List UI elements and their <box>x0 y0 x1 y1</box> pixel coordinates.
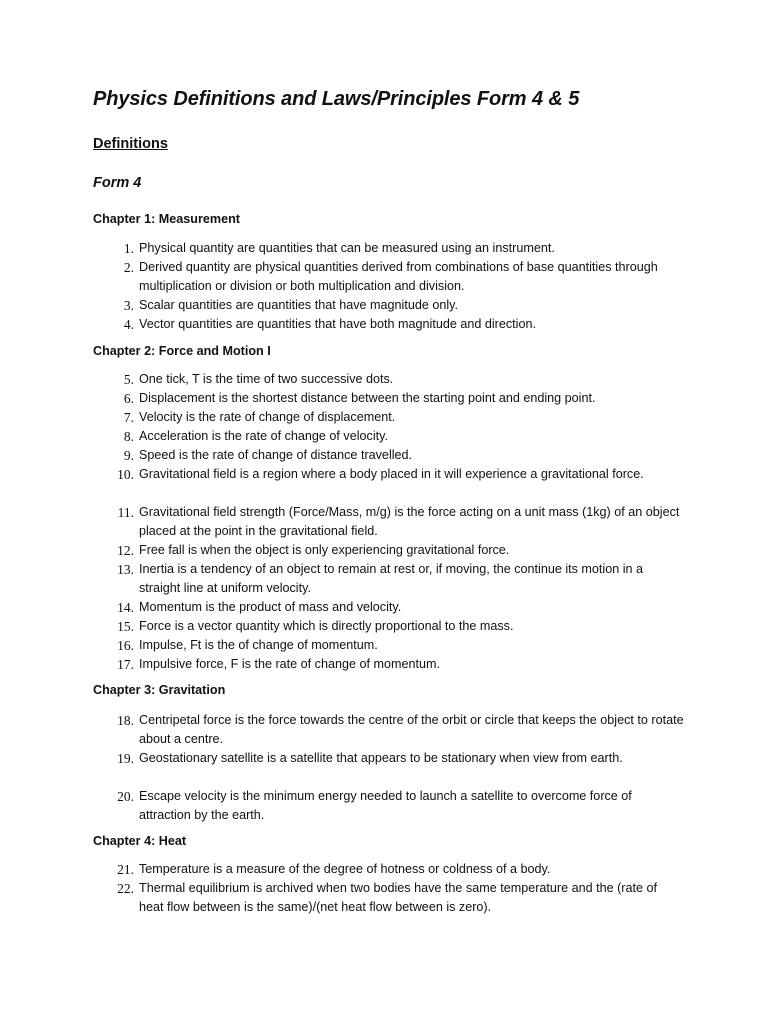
item-text: Escape velocity is the minimum energy needed to launch a satellite to overcome force of attraction by the earth. <box>139 789 632 822</box>
item-text: Geostationary satellite is a satellite that appears to be stationary when view from earth. <box>139 751 623 765</box>
item-number: 13. <box>117 562 134 577</box>
item-number: 10. <box>117 467 134 482</box>
item-number: 4. <box>123 317 134 332</box>
item-text: One tick, T is the time of two successive dots. <box>139 372 394 386</box>
item-text: Gravitational field is a region where a body placed in it will experience a gravitational force. <box>139 467 644 481</box>
item-number: 14. <box>117 600 134 615</box>
chapter-heading: Chapter 1: Measurement <box>93 212 240 226</box>
chapter-heading: Chapter 3: Gravitation <box>93 683 226 697</box>
item-text: Impulse, Ft is the of change of momentum. <box>139 638 378 652</box>
item-text: Free fall is when the object is only experiencing gravitational force. <box>139 543 510 557</box>
item-text: Physical quantity are quantities that can be measured using an instrument. <box>139 241 555 255</box>
item-text: Momentum is the product of mass and velocity. <box>139 600 402 614</box>
item-number: 16. <box>117 638 134 653</box>
item-number: 18. <box>117 713 134 728</box>
item-text: Speed is the rate of change of distance travelled. <box>139 448 413 462</box>
item-text: Centripetal force is the force towards the centre of the orbit or circle that keeps the object to rotate about a centre. <box>139 713 684 746</box>
item-number: 19. <box>117 751 134 766</box>
chapter-heading: Chapter 4: Heat <box>93 834 187 848</box>
item-number: 3. <box>123 298 134 313</box>
item-number: 9. <box>123 448 134 463</box>
item-text: Temperature is a measure of the degree of hotness or coldness of a body. <box>139 862 551 876</box>
chapter-heading: Chapter 2: Force and Motion I <box>93 344 271 358</box>
section-heading-definitions: Definitions <box>93 136 168 152</box>
item-text: Inertia is a tendency of an object to remain at rest or, if moving, the continue its motion in a straight line at uniform velocity. <box>139 562 644 595</box>
item-text: Vector quantities are quantities that have both magnitude and direction. <box>139 317 536 331</box>
item-number: 1. <box>123 241 134 256</box>
item-text: Velocity is the rate of change of displacement. <box>139 410 396 424</box>
subheading-form-4: Form 4 <box>93 175 142 191</box>
item-text: Acceleration is the rate of change of velocity. <box>139 429 388 443</box>
item-text: Force is a vector quantity which is directly proportional to the mass. <box>139 619 514 633</box>
item-number: 5. <box>123 372 134 387</box>
item-number: 15. <box>117 619 134 634</box>
item-text: Scalar quantities are quantities that have magnitude only. <box>139 298 459 312</box>
item-number: 2. <box>123 260 134 275</box>
item-number: 6. <box>123 391 134 406</box>
item-number: 22. <box>117 881 134 896</box>
item-number: 7. <box>123 410 134 425</box>
item-text: Displacement is the shortest distance between the starting point and ending point. <box>139 391 596 405</box>
item-number: 12. <box>117 543 134 558</box>
item-text: Impulsive force, F is the rate of change of momentum. <box>139 657 440 671</box>
item-number: 17. <box>117 657 134 672</box>
document-title: Physics Definitions and Laws/Principles Form 4 & 5 <box>93 88 580 110</box>
item-number: 20. <box>117 789 134 804</box>
item-text: Gravitational field strength (Force/Mass, m/g) is the force acting on a unit mass (1kg) of an object placed at the point in the gravitational field. <box>139 505 680 538</box>
item-number: 11. <box>117 505 134 520</box>
item-number: 21. <box>117 862 134 877</box>
item-number: 8. <box>123 429 134 444</box>
item-text: Thermal equilibrium is archived when two bodies have the same temperature and the (rate of heat flow between is the same)/(net heat flow between is zero). <box>139 881 658 914</box>
item-text: Derived quantity are physical quantities derived from combinations of base quantities through multiplication or division or both multiplication and division. <box>139 260 658 293</box>
